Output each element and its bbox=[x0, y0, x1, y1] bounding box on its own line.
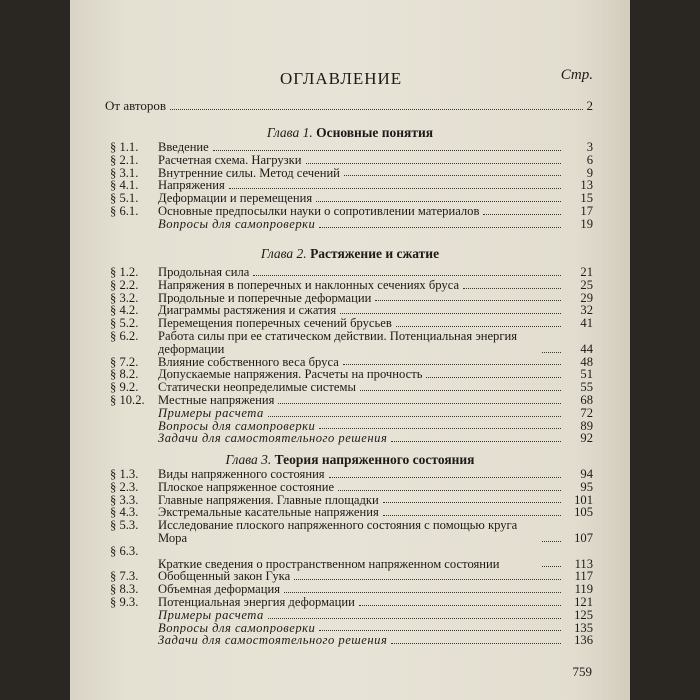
toc-entry bbox=[110, 154, 593, 167]
toc-entry bbox=[110, 304, 593, 317]
toc-entry bbox=[110, 420, 593, 433]
dot-leader bbox=[253, 275, 561, 276]
entry-title: Введение bbox=[158, 141, 209, 154]
entry-page: 101 bbox=[574, 492, 593, 507]
section-number: § 5.2. bbox=[110, 316, 139, 331]
entry-title: Обобщенный закон Гука bbox=[158, 570, 291, 584]
entry-title: Основные предпосылки науки о сопротивлении материалов bbox=[158, 204, 480, 218]
section-number: § 6.3. bbox=[110, 543, 139, 558]
toc-entry bbox=[110, 330, 593, 356]
dot-leader bbox=[359, 605, 561, 606]
toc-entry bbox=[110, 609, 593, 622]
dot-leader bbox=[542, 541, 561, 542]
entry-title: Вопросы для самопроверки bbox=[158, 419, 316, 433]
entry-title: Краткие сведения о пространственном напряженном состоянии bbox=[158, 556, 500, 571]
entry-title: Экстремальные касательные напряжения bbox=[158, 506, 379, 520]
entry-page: 125 bbox=[574, 607, 593, 622]
entry-page: 55 bbox=[580, 380, 593, 395]
entry-title: Задачи для самостоятельного решения bbox=[158, 432, 388, 446]
dot-leader bbox=[284, 592, 561, 593]
entry-title: Продольная сила bbox=[158, 266, 250, 279]
chapter-name: Теория напряженного состояния bbox=[274, 452, 475, 467]
section-number: § 2.2. bbox=[110, 277, 139, 292]
dot-leader bbox=[426, 377, 561, 378]
toc-entry bbox=[110, 292, 593, 305]
entry-title: Статически неопределимые системы bbox=[158, 381, 356, 394]
toc-entry bbox=[110, 266, 593, 279]
entry-page: 72 bbox=[580, 405, 593, 420]
toc-list bbox=[110, 141, 593, 231]
toc-entry bbox=[110, 381, 593, 394]
entry-title: Напряжения в поперечных и наклонных сечениях бруса bbox=[158, 278, 460, 292]
dot-leader bbox=[338, 490, 561, 491]
dot-leader bbox=[344, 175, 561, 176]
dot-leader bbox=[391, 643, 561, 644]
entry-page: 117 bbox=[574, 569, 593, 584]
section-number: § 10.2. bbox=[110, 392, 145, 407]
entry-title: Деформации и перемещения bbox=[158, 192, 313, 205]
dot-leader bbox=[268, 416, 561, 417]
toc-entry bbox=[110, 394, 593, 407]
dot-leader bbox=[483, 214, 561, 215]
dot-leader bbox=[542, 566, 561, 567]
chapter-heading bbox=[70, 452, 630, 468]
section-number: § 5.1. bbox=[110, 191, 139, 206]
toc-entry bbox=[110, 205, 593, 218]
entry-title: Местные напряжения bbox=[158, 393, 275, 407]
entry-page: 89 bbox=[580, 418, 593, 433]
entry-title: Диаграммы растяжения и сжатия bbox=[158, 304, 337, 318]
entry-page: 32 bbox=[580, 303, 593, 318]
entry-title: Влияние собственного веса бруса bbox=[158, 355, 339, 369]
section-number: § 3.2. bbox=[110, 290, 139, 305]
entry-page: 135 bbox=[574, 620, 593, 635]
toc-entry bbox=[110, 368, 593, 381]
entry-page: 105 bbox=[574, 505, 593, 520]
section-number: § 4.1. bbox=[110, 178, 139, 193]
entry-page: 41 bbox=[580, 316, 593, 331]
toc-entry bbox=[110, 167, 593, 180]
page-column-label: Стр. bbox=[560, 67, 593, 83]
chapter-prefix: Глава 2. bbox=[260, 246, 307, 261]
entry-page: 15 bbox=[580, 191, 593, 206]
section-number: § 1.3. bbox=[110, 467, 139, 481]
page-title: ОГЛАВЛЕНИЕ bbox=[280, 69, 403, 88]
front-matter-label: От авторов bbox=[105, 98, 167, 113]
section-number: § 6.1. bbox=[110, 203, 139, 218]
dot-leader bbox=[268, 618, 561, 619]
toc-entry bbox=[110, 141, 593, 154]
front-matter-page: 2 bbox=[586, 98, 593, 113]
entry-title: Продольные и поперечные деформации bbox=[158, 291, 372, 305]
section-number: § 2.3. bbox=[110, 479, 139, 494]
dot-leader bbox=[319, 227, 561, 228]
section-number: § 5.3. bbox=[110, 518, 139, 533]
entry-title: Объемная деформация bbox=[158, 583, 280, 596]
dot-leader bbox=[329, 477, 561, 478]
entry-title: Допускаемые напряжения. Расчеты на прочность bbox=[158, 368, 423, 382]
entry-page: 48 bbox=[580, 354, 593, 369]
section-number: § 1.2. bbox=[110, 265, 139, 279]
entry-page: 19 bbox=[580, 216, 593, 231]
entry-title: Потенциальная энергия деформации bbox=[158, 595, 355, 609]
section-number: § 6.2. bbox=[110, 328, 139, 343]
chapter-prefix: Глава 1. bbox=[266, 125, 313, 140]
toc-entry bbox=[110, 622, 593, 635]
entry-title: Внутренние силы. Метод сечений bbox=[158, 166, 340, 180]
chapter-heading bbox=[70, 246, 630, 262]
section-number: § 8.3. bbox=[110, 582, 139, 597]
entry-title: Расчетная схема. Нагрузки bbox=[158, 153, 302, 167]
dot-leader bbox=[213, 150, 561, 151]
section-number: § 3.3. bbox=[110, 492, 139, 507]
entry-page: 3 bbox=[586, 140, 593, 154]
entry-page: 136 bbox=[574, 633, 593, 648]
entry-title: Примеры расчета bbox=[158, 406, 264, 420]
entry-title: Плоское напряженное состояние bbox=[158, 480, 335, 494]
book-page bbox=[70, 0, 630, 700]
section-number: § 4.2. bbox=[110, 303, 139, 318]
dot-leader bbox=[343, 364, 561, 365]
dot-leader bbox=[340, 313, 561, 314]
chapter-prefix: Глава 3. bbox=[225, 452, 272, 467]
entry-title: Примеры расчета bbox=[158, 608, 264, 622]
entry-title: Работа силы при ее статическом действии. Потенциальная энергия деформации bbox=[158, 328, 518, 356]
toc-entry bbox=[110, 356, 593, 369]
dot-leader bbox=[170, 109, 582, 110]
toc-entry bbox=[110, 494, 593, 507]
entry-page: 92 bbox=[580, 431, 593, 446]
dot-leader bbox=[319, 428, 561, 429]
entry-title: Перемещения поперечных сечений брусьев bbox=[158, 317, 392, 330]
page-number: 759 bbox=[572, 664, 592, 679]
toc-list bbox=[110, 468, 593, 647]
entry-page: 94 bbox=[580, 467, 593, 481]
toc-entry bbox=[110, 218, 593, 231]
section-number: § 4.3. bbox=[110, 505, 139, 520]
entry-page: 113 bbox=[574, 556, 593, 571]
dot-leader bbox=[375, 300, 561, 301]
dot-leader bbox=[229, 188, 561, 189]
dot-leader bbox=[316, 201, 561, 202]
entry-page: 68 bbox=[580, 392, 593, 407]
toc-entry bbox=[110, 519, 593, 545]
entry-page: 13 bbox=[580, 178, 593, 193]
entry-page: 17 bbox=[580, 203, 593, 218]
entry-title: Вопросы для самопроверки bbox=[158, 217, 316, 231]
section-number: § 7.3. bbox=[110, 569, 139, 584]
toc-entry bbox=[110, 545, 593, 571]
entry-page: 121 bbox=[574, 594, 593, 609]
toc-entry bbox=[110, 468, 593, 481]
entry-page: 119 bbox=[574, 582, 593, 597]
dot-leader bbox=[396, 326, 561, 327]
section-number: § 2.1. bbox=[110, 152, 139, 167]
section-number: § 9.3. bbox=[110, 594, 139, 609]
entry-page: 29 bbox=[580, 290, 593, 305]
section-number: § 7.2. bbox=[110, 354, 139, 369]
dot-leader bbox=[463, 288, 561, 289]
toc-list bbox=[110, 266, 593, 445]
dot-leader bbox=[294, 579, 561, 580]
dot-leader bbox=[306, 163, 561, 164]
toc-entry bbox=[110, 583, 593, 596]
chapter-heading bbox=[70, 125, 630, 141]
entry-page: 25 bbox=[580, 277, 593, 292]
entry-page: 9 bbox=[586, 165, 593, 180]
entry-page: 44 bbox=[580, 341, 593, 356]
entry-page: 51 bbox=[580, 367, 593, 382]
entry-title: Задачи для самостоятельного решения bbox=[158, 634, 388, 648]
toc-entry bbox=[110, 634, 593, 647]
entry-page: 107 bbox=[574, 530, 593, 545]
section-number: § 3.1. bbox=[110, 165, 139, 180]
dot-leader bbox=[278, 403, 561, 404]
entry-title: Напряжения bbox=[158, 179, 225, 193]
toc-entry bbox=[110, 192, 593, 205]
entry-page: 21 bbox=[580, 265, 593, 279]
entry-title: Виды напряженного состояния bbox=[158, 468, 325, 481]
toc-entry bbox=[110, 279, 593, 292]
section-number: § 8.2. bbox=[110, 367, 139, 382]
chapter-name: Основные понятия bbox=[316, 125, 434, 140]
toc-entry bbox=[110, 481, 593, 494]
section-number: § 9.2. bbox=[110, 380, 139, 395]
dot-leader bbox=[383, 502, 561, 503]
dot-leader bbox=[383, 515, 561, 516]
entry-page: 6 bbox=[586, 152, 593, 167]
entry-title: Исследование плоского напряженного состояния с помощью круга Мора bbox=[158, 518, 518, 545]
dot-leader bbox=[319, 630, 561, 631]
entry-title: Главные напряжения. Главные площадки bbox=[158, 493, 379, 507]
front-matter-entry bbox=[105, 98, 593, 114]
dot-leader bbox=[542, 352, 561, 353]
dot-leader bbox=[360, 390, 561, 391]
toc-entry bbox=[110, 570, 593, 583]
chapter-name: Растяжение и сжатие bbox=[310, 246, 440, 261]
toc-entry bbox=[110, 596, 593, 609]
dot-leader bbox=[391, 441, 561, 442]
entry-title: Вопросы для самопроверки bbox=[158, 621, 316, 635]
toc-entry bbox=[110, 407, 593, 420]
entry-page: 95 bbox=[580, 479, 593, 494]
section-number: § 1.1. bbox=[110, 140, 139, 154]
toc-entry bbox=[110, 179, 593, 192]
toc-entry bbox=[110, 432, 593, 445]
